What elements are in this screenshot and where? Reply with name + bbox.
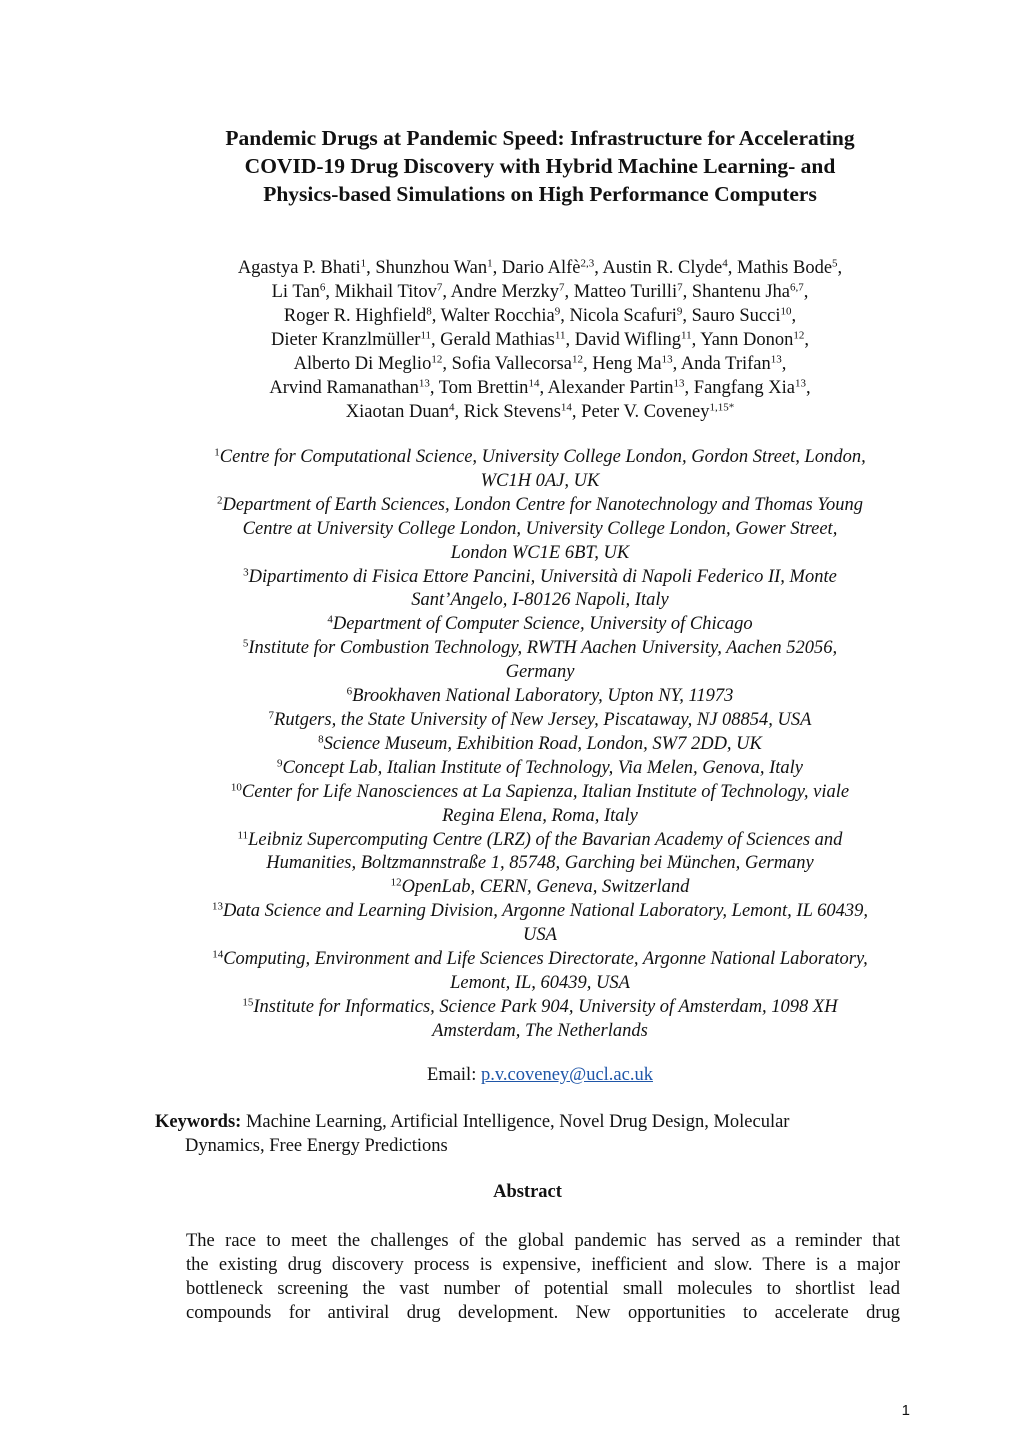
page-number: 1	[901, 1402, 910, 1419]
author-name: Agastya P. Bhati	[237, 258, 361, 278]
affiliation-line	[100, 613, 980, 637]
author-sep: ,	[564, 282, 574, 302]
author-sep: ,	[442, 282, 451, 302]
author-affil-ref: 9	[554, 305, 561, 318]
keywords-text: Machine Learning, Artificial Intelligence, Novel Drug Design, Molecular	[245, 1112, 790, 1132]
author-sep: ,	[594, 258, 603, 278]
author-name: Sofia Vallecorsa	[451, 354, 572, 374]
author-sep: ,	[429, 378, 439, 398]
author-sep: ,	[691, 330, 701, 350]
email-label: Email:	[427, 1065, 477, 1085]
author-affil-ref: 13	[661, 353, 673, 366]
affiliation-number: 13	[211, 900, 223, 913]
author-name: Anda Trifan	[680, 354, 771, 374]
author-name: Yann Donon	[700, 330, 794, 350]
author-sep: ,	[803, 282, 809, 302]
author-affil-ref: 7	[436, 281, 443, 294]
author-sep: ,	[582, 354, 593, 374]
affiliation-line: Regina Elena, Roma, Italy	[442, 805, 638, 826]
author-name: Dieter Kranzlmüller	[270, 330, 421, 350]
affiliation-text: Computing, Environment and Life Sciences Directorate, Argonne National Laboratory,	[223, 949, 868, 970]
affiliation-line	[100, 781, 980, 805]
author-list	[100, 256, 980, 424]
affiliation-text: Rutgers, the State University of New Jersey, Piscataway, NJ 08854, USA	[274, 709, 812, 730]
affiliation-line: Lemont, IL, 60439, USA	[450, 972, 630, 993]
author-affil-ref: 2,3	[580, 257, 595, 270]
author-affil-ref: 4	[449, 401, 455, 414]
author-sep: ,	[781, 354, 787, 374]
affiliation-line: WC1H 0AJ, UK	[480, 470, 600, 491]
affiliation-text: Center for Life Nanosciences at La Sapienza, Italian Institute of Technology, viale	[241, 781, 850, 802]
affiliation-number: 1	[214, 446, 220, 459]
author-affil-ref: 8	[426, 305, 432, 318]
abstract-line-text: the existing drug discovery process is expensive, inefficient and slow. There is a major	[186, 1255, 900, 1275]
abstract-line	[186, 1229, 900, 1253]
affiliation-line: Humanities, Boltzmannstraße 1, 85748, Garching bei München, Germany	[266, 853, 814, 874]
author-line	[100, 400, 980, 424]
author-name: Matteo Turilli	[573, 282, 678, 302]
affiliation-text: Department of Earth Sciences, London Centre for Nanotechnology and Thomas Young	[222, 494, 863, 515]
author-name: Heng Ma	[592, 354, 662, 374]
affiliation-line: Centre at University College London, University College London, Gower Street,	[242, 518, 838, 539]
affiliation-text: Concept Lab, Italian Institute of Technology, Via Melen, Genova, Italy	[282, 757, 803, 778]
affiliation-text: Institute for Informatics, Science Park 904, University of Amsterdam, 1098 XH	[253, 996, 838, 1017]
author-affil-ref: 13	[795, 377, 807, 390]
author-line	[100, 256, 980, 280]
author-affil-ref: 11	[554, 329, 566, 342]
affiliation-text: Centre for Computational Science, University College London, Gordon Street, London,	[219, 447, 866, 467]
author-name: Dario Alfè	[501, 258, 581, 278]
author-affil-ref: 9	[676, 305, 683, 318]
author-affil-ref: 6	[319, 281, 326, 294]
keywords-label: Keywords:	[155, 1112, 242, 1132]
affiliation-number: 9	[277, 757, 283, 770]
abstract-line-text: The race to meet the challenges of the global pandemic has served as a reminder that	[186, 1231, 900, 1251]
affiliation-text: Data Science and Learning Division, Argonne National Laboratory, Lemont, IL 60439,	[222, 901, 869, 922]
affiliation-line	[100, 948, 980, 972]
author-sep: ,	[431, 306, 441, 326]
abstract-line	[186, 1277, 900, 1301]
author-name: Xiaotan Duan	[345, 402, 450, 422]
affiliation-number: 12	[390, 876, 402, 889]
author-affil-ref: 1	[487, 257, 493, 270]
author-sep: ,	[837, 258, 843, 278]
author-affil-ref: 14	[560, 401, 572, 414]
paper-title	[150, 124, 930, 208]
affiliation-line: London WC1E 6BT, UK	[450, 542, 630, 563]
contact-email	[100, 1063, 980, 1087]
abstract-body	[186, 1229, 900, 1325]
author-sep: ,	[431, 330, 441, 350]
affiliation-line	[100, 996, 980, 1020]
author-sep: ,	[791, 306, 797, 326]
author-sep: ,	[325, 282, 335, 302]
author-sep: ,	[804, 330, 810, 350]
affiliation-line	[100, 494, 980, 518]
affiliation-line	[100, 637, 980, 661]
author-sep: ,	[442, 354, 452, 374]
author-line	[100, 280, 980, 304]
author-affil-ref: 13	[673, 377, 685, 390]
affiliation-number: 10	[230, 781, 242, 794]
affiliation-text: Dipartimento di Fisica Ettore Pancini, Università di Napoli Federico II, Monte	[248, 566, 837, 587]
keywords-block	[155, 1110, 915, 1158]
abstract-heading: Abstract	[493, 1182, 562, 1202]
author-sep: ,	[727, 258, 737, 278]
abstract-line	[186, 1253, 900, 1277]
author-name: Rick Stevens	[463, 402, 561, 422]
author-affil-ref: 7	[677, 281, 683, 294]
author-line	[100, 304, 980, 328]
author-name: Tom Brettin	[438, 378, 529, 398]
affiliation-number: 2	[217, 494, 223, 507]
affiliation-number: 14	[212, 948, 224, 961]
author-affil-ref: 12	[571, 353, 583, 366]
title-line: Pandemic Drugs at Pandemic Speed: Infrastructure for Accelerating	[225, 126, 855, 150]
affiliation-number: 3	[243, 565, 249, 578]
affiliation-number: 5	[242, 637, 249, 650]
author-sep: ,	[806, 378, 811, 398]
author-name: Shantenu Jha	[691, 282, 790, 302]
author-affil-ref: 7	[559, 281, 565, 294]
affiliation-number: 8	[318, 733, 324, 746]
author-sep: ,	[560, 306, 570, 326]
affiliation-number: 7	[268, 709, 275, 722]
author-affil-ref: 13	[418, 377, 430, 390]
author-sep: ,	[565, 330, 575, 350]
author-name: Nicola Scafuri	[569, 306, 677, 326]
author-sep: ,	[571, 402, 582, 422]
author-affil-ref: 6,7	[789, 281, 804, 294]
affiliation-text: Brookhaven National Laboratory, Upton NY, 11973	[352, 686, 734, 707]
author-sep: ,	[682, 282, 692, 302]
author-affil-ref: 1,15*	[709, 401, 735, 414]
email-link[interactable]: p.v.coveney@ucl.ac.uk	[480, 1065, 653, 1085]
title-line: Physics-based Simulations on High Performance Computers	[263, 182, 817, 206]
author-name: David Wifling	[574, 330, 682, 350]
title-line: COVID-19 Drug Discovery with Hybrid Machine Learning- and	[244, 154, 836, 178]
author-affil-ref: 12	[793, 329, 805, 342]
affiliation-line	[100, 733, 980, 757]
affiliation-line	[100, 900, 980, 924]
affiliation-line	[100, 876, 980, 900]
author-name: Arvind Ramanathan	[269, 378, 419, 398]
affiliation-number: 11	[237, 828, 249, 841]
abstract-line-text: compounds for antiviral drug development. New opportunities to accelerate drug	[186, 1303, 900, 1323]
author-name: Fangfang Xia	[693, 378, 796, 398]
affiliation-text: Science Museum, Exhibition Road, London, SW7 2DD, UK	[323, 733, 762, 754]
abstract-line	[186, 1301, 900, 1325]
author-name: Alexander Partin	[547, 378, 674, 398]
author-sep: ,	[454, 402, 464, 422]
author-affil-ref: 1	[360, 257, 367, 270]
author-affil-ref: 10	[780, 305, 792, 318]
author-line	[100, 352, 980, 376]
author-sep: ,	[492, 258, 502, 278]
affiliation-list	[100, 446, 980, 1044]
author-name: Gerald Mathias	[440, 330, 555, 350]
affiliation-text: Institute for Combustion Technology, RWTH Aachen University, Aachen 52056,	[248, 638, 838, 659]
author-affil-ref: 11	[681, 329, 692, 342]
keywords-line: Dynamics, Free Energy Predictions	[185, 1136, 448, 1156]
author-name: Austin R. Clyde	[602, 258, 723, 278]
abstract-line-text: bottleneck screening the vast number of potential small molecules to shortlist lead	[186, 1279, 900, 1299]
keywords-line	[155, 1110, 915, 1134]
affiliation-text: Department of Computer Science, University of Chicago	[332, 614, 753, 635]
author-name: Andre Merzky	[450, 282, 560, 302]
author-name: Alberto Di Meglio	[293, 354, 432, 374]
author-affil-ref: 4	[722, 257, 728, 270]
author-name: Peter V. Coveney	[581, 402, 710, 422]
affiliation-line	[100, 709, 980, 733]
author-sep: ,	[366, 258, 376, 278]
affiliation-line	[100, 566, 980, 590]
author-name: Sauro Succi	[691, 306, 781, 326]
affiliation-text: OpenLab, CERN, Geneva, Switzerland	[401, 877, 690, 898]
author-affil-ref: 11	[420, 329, 432, 342]
author-sep: ,	[684, 378, 694, 398]
affiliation-number: 6	[346, 685, 353, 698]
affiliation-line	[100, 685, 980, 709]
author-sep: ,	[672, 354, 681, 374]
author-affil-ref: 5	[832, 257, 838, 270]
author-sep: ,	[682, 306, 692, 326]
author-name: Mathis Bode	[736, 258, 833, 278]
affiliation-line	[100, 446, 980, 470]
author-name: Shunzhou Wan	[375, 258, 488, 278]
author-line	[100, 376, 980, 400]
author-line	[100, 328, 980, 352]
author-affil-ref: 13	[770, 353, 782, 366]
affiliation-text: Leibniz Supercomputing Centre (LRZ) of the Bavarian Academy of Sciences and	[248, 829, 843, 850]
author-affil-ref: 14	[528, 377, 540, 390]
affiliation-line: Germany	[505, 662, 575, 683]
author-name: Mikhail Titov	[334, 282, 437, 302]
affiliation-line: Sant’Angelo, I-80126 Napoli, Italy	[411, 590, 669, 611]
author-affil-ref: 12	[431, 353, 443, 366]
author-sep: ,	[539, 378, 548, 398]
author-name: Walter Rocchia	[440, 306, 555, 326]
affiliation-line	[100, 829, 980, 853]
affiliation-line	[100, 757, 980, 781]
affiliation-line: Amsterdam, The Netherlands	[432, 1020, 648, 1041]
author-name: Roger R. Highfield	[283, 306, 427, 326]
affiliation-number: 4	[327, 613, 333, 626]
affiliation-number: 15	[242, 996, 254, 1009]
author-name: Li Tan	[271, 282, 320, 302]
affiliation-line: USA	[523, 925, 557, 946]
